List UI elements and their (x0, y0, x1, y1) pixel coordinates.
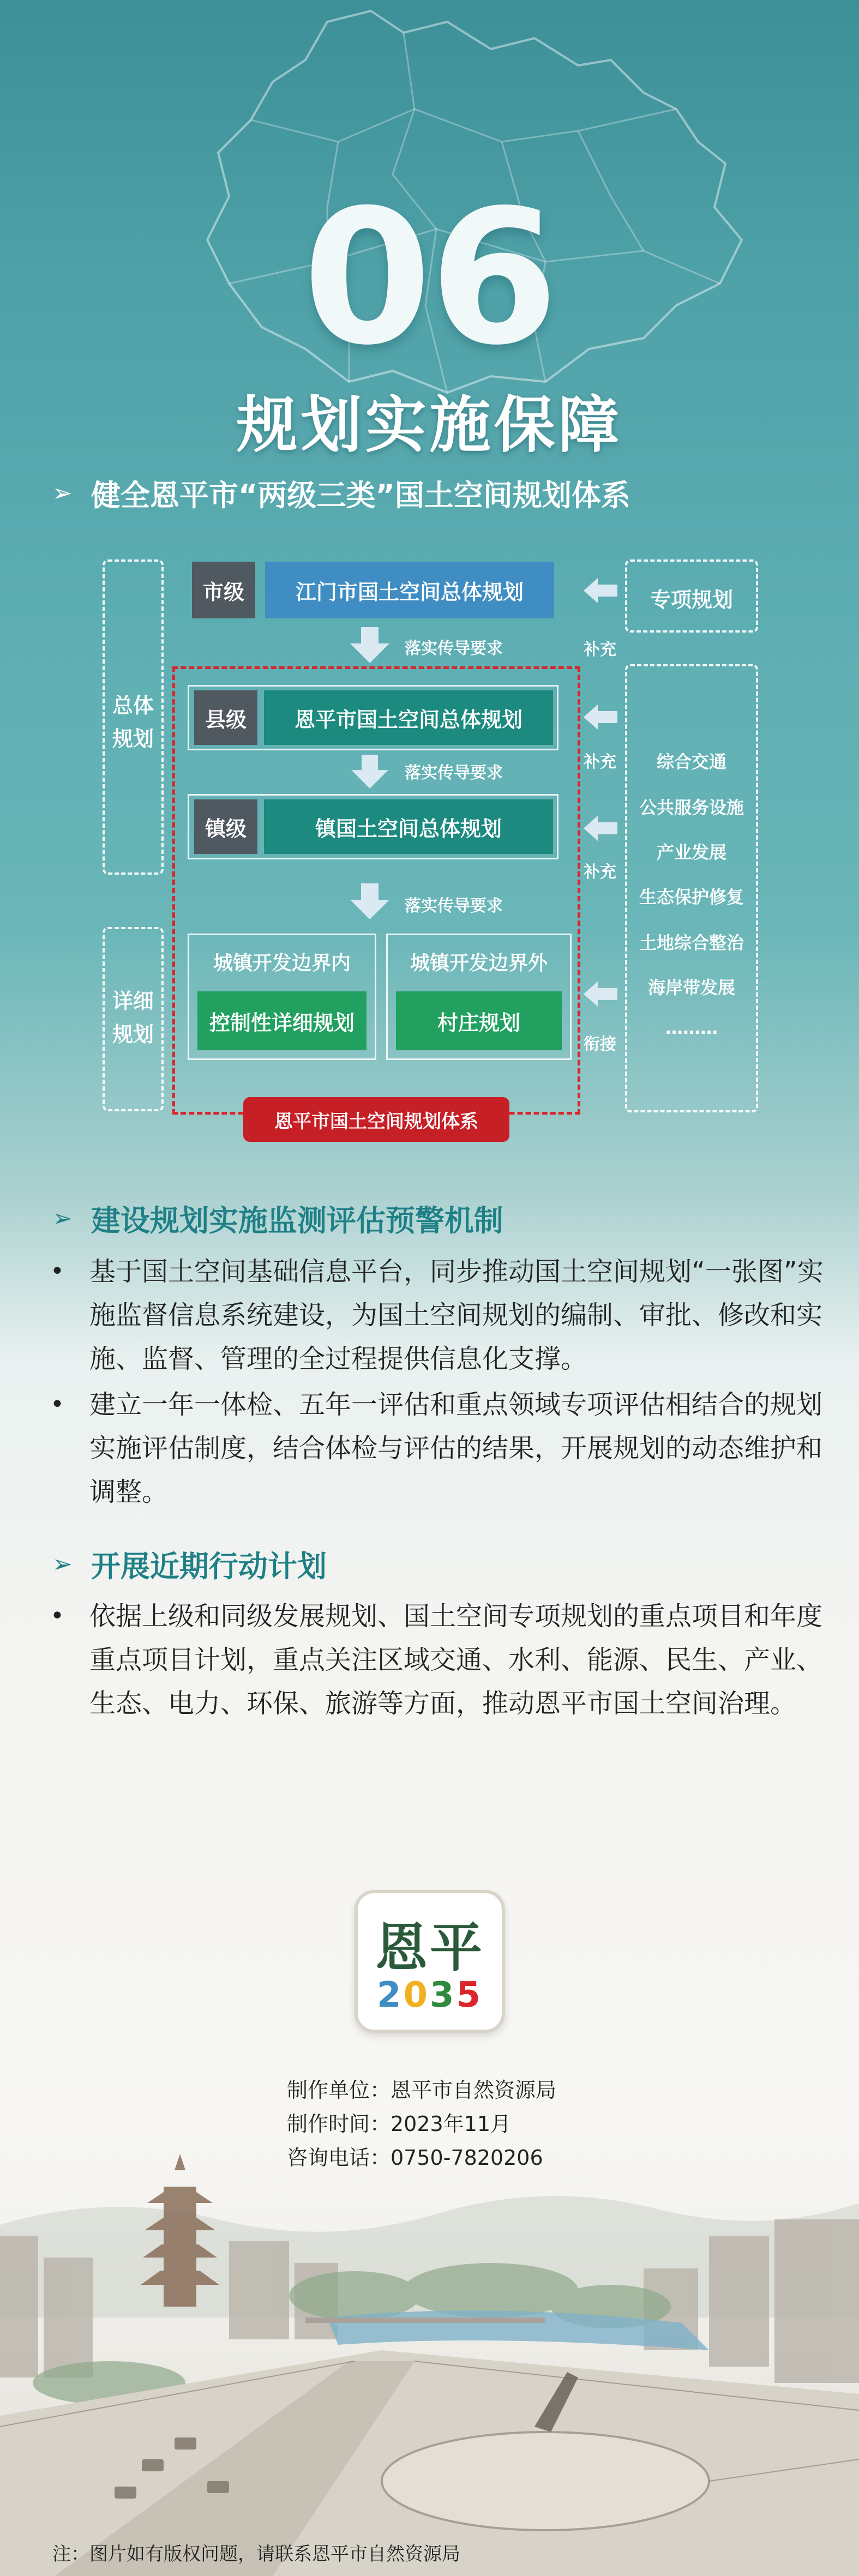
bullet-item: • 依据上级和同级发展规划、国土空间专项规划的重点项目和年度重点项目计划，重点关注区域交通、水利、能源、民生、产业、生态、电力、环保、旅游等方面，推动恩平市国土空间治理。 (50, 1594, 825, 1725)
arrow-left-icon (584, 705, 617, 730)
town-plan-box: 镇国土空间总体规划 (264, 799, 553, 854)
section-heading-monitoring (52, 1197, 503, 1239)
credit-date: 制作时间：2023年11月 (287, 2112, 512, 2136)
arrow-left-icon (584, 816, 617, 841)
section-heading-planning-system (52, 472, 630, 514)
level-county: 县级 (194, 690, 257, 745)
section-heading-action-plan (52, 1543, 327, 1585)
chevron-right-icon: ➢ (52, 479, 73, 507)
chevron-right-icon: ➢ (52, 1205, 73, 1232)
town-illustration (0, 2154, 859, 2576)
supplement-label-2: 补充 (584, 753, 616, 772)
bullet-item: • 建立一年一体检、五年一评估和重点领域专项评估相结合的规划实施评估制度，结合体检与评估的结果，开展规划的动态维护和调整。 (50, 1383, 825, 1514)
logo-name: 恩平 (375, 1917, 484, 1978)
level-town: 镇级 (194, 799, 257, 854)
chevron-right-icon: ➢ (52, 1550, 73, 1578)
arrow-left-icon (584, 578, 617, 603)
special-item: 综合交通 (656, 751, 726, 772)
section-heading-text: 健全恩平市“两级三类”国土空间规划体系 (91, 478, 630, 513)
special-item: 生态保护修复 (639, 887, 744, 907)
logo-year-digit: 0 (403, 1975, 430, 2015)
arrow-down-icon (350, 627, 389, 663)
bullet-item: • 基于国土空间基础信息平台，同步推动国土空间规划“一张图”实施监督信息系统建设，为国土空间规划的编制、审批、修改和实施、监督、管理的全过程提供信息化支撑。 (50, 1250, 825, 1381)
special-item: 产业发展 (656, 842, 726, 863)
supplement-label-1: 补充 (584, 640, 616, 659)
logo-year-digit: 3 (430, 1975, 456, 2015)
chapter-number: 06 (302, 170, 557, 386)
special-item: 海岸带发展 (647, 977, 735, 998)
outside-boundary-label: 城镇开发边界外 (410, 952, 548, 974)
general-plan-label: 总体 规划 (112, 694, 154, 751)
detailed-plan-label: 详细 规划 (112, 989, 154, 1046)
system-label-badge: 恩平市国土空间规划体系 (243, 1097, 509, 1142)
logo-year-digit: 5 (456, 1975, 483, 2015)
connect-label: 衔接 (584, 1035, 616, 1054)
level-city: 市级 (192, 562, 255, 618)
chapter-title: 规划实施保障 (236, 390, 623, 461)
county-plan-box: 恩平市国土空间总体规划 (264, 690, 553, 745)
inside-boundary-label: 城镇开发边界内 (213, 952, 351, 974)
credit-producer: 制作单位：恩平市自然资源局 (287, 2078, 557, 2102)
guidance-label-1: 落实传导要求 (405, 639, 503, 658)
special-item: ……… (665, 1018, 718, 1038)
guidance-label-2: 落实传导要求 (405, 763, 503, 783)
city-plan-box: 江门市国土空间总体规划 (265, 562, 554, 618)
special-plan-title: 专项规划 (650, 588, 733, 612)
supplement-label-3: 补充 (584, 863, 616, 882)
section-heading-text: 开展近期行动计划 (91, 1549, 327, 1584)
village-plan-box: 村庄规划 (396, 991, 562, 1050)
logo-year (358, 1975, 502, 2015)
enping-2035-logo (355, 1890, 505, 2033)
arrow-left-icon (584, 982, 617, 1007)
section-heading-text: 建设规划实施监测评估预警机制 (91, 1203, 503, 1238)
special-item: 土地综合整治 (639, 932, 744, 953)
arrow-down-icon (350, 882, 389, 920)
guidance-label-3: 落实传导要求 (405, 896, 503, 916)
monitoring-bullet-list (50, 1250, 825, 1514)
regulatory-plan-box: 控制性详细规划 (197, 991, 367, 1050)
arrow-down-icon (350, 755, 389, 789)
logo-year-digit: 2 (376, 1975, 404, 2015)
copyright-note: 注：图片如有版权问题，请联系恩平市自然资源局 (52, 2543, 460, 2565)
special-item: 公共服务设施 (639, 797, 744, 818)
action-bullet-list (50, 1594, 825, 1725)
